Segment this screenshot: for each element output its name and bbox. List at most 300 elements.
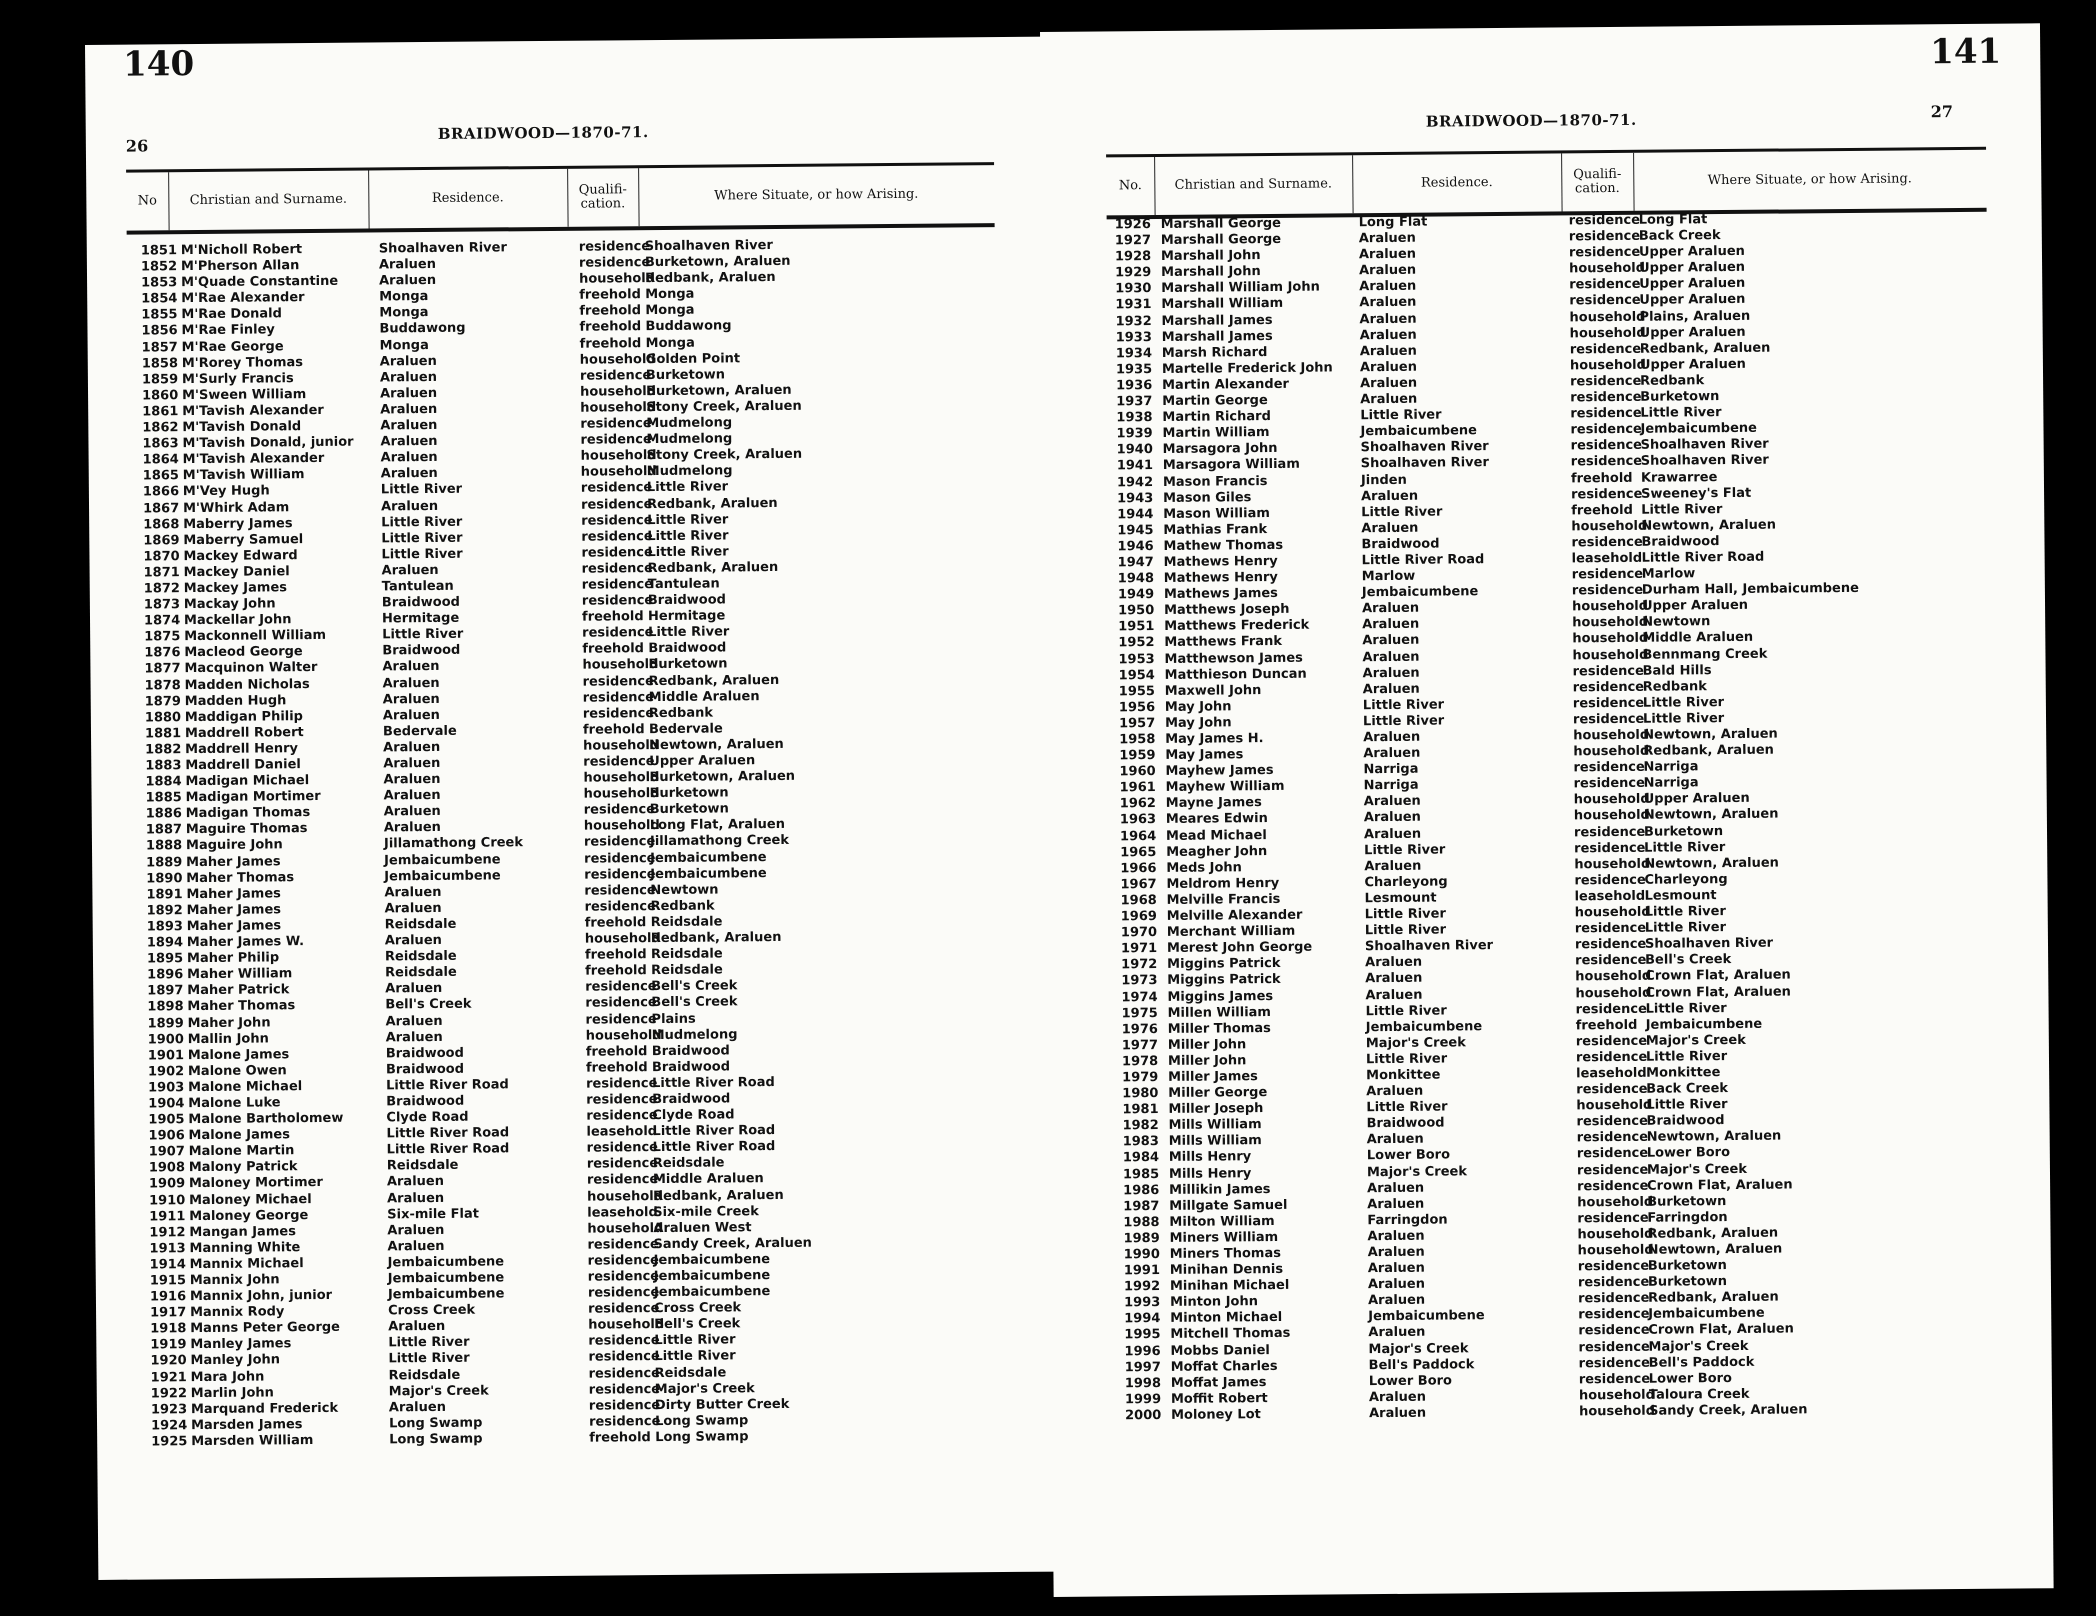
entry-number: 1918 <box>150 1321 187 1337</box>
entry-name: Maddigan Philip <box>184 708 304 725</box>
entry-residence: Little River <box>381 546 463 563</box>
entry-qualification: leasehold <box>1576 1065 1647 1082</box>
entry-qualification: residence <box>1577 1258 1650 1275</box>
entry-number: 1853 <box>141 275 178 291</box>
entry-number: 1953 <box>1118 651 1155 667</box>
entry-name: Melville Alexander <box>1166 907 1303 924</box>
entry-number: 1872 <box>143 581 181 597</box>
entry-name: Mallin John <box>187 1031 269 1047</box>
entry-residence: Araluen <box>379 273 437 289</box>
entry-residence: Jembaicumbene <box>1368 1308 1485 1325</box>
entry-residence: Araluen <box>379 369 438 386</box>
entry-name: Miller Thomas <box>1167 1020 1271 1037</box>
entry-qualification: residence <box>588 1413 661 1430</box>
entry-situation: Tantulean <box>647 576 720 593</box>
entry-qualification: residence <box>1572 695 1645 712</box>
entry-qualification: household <box>583 786 660 802</box>
entry-qualification: residence <box>1570 454 1643 470</box>
entry-name: Maddrell Daniel <box>185 757 301 774</box>
entry-residence: Araluen <box>1363 810 1421 826</box>
entry-qualification: household <box>1569 261 1646 277</box>
entry-name: Marshall George <box>1160 215 1282 232</box>
entry-name: Madden Hugh <box>184 692 287 709</box>
entry-situation: Krawarree <box>1640 469 1718 486</box>
entry-number: 1865 <box>142 468 180 484</box>
entry-residence: Araluen <box>1359 343 1417 359</box>
entry-qualification: household <box>1575 969 1652 985</box>
entry-situation: Burketown <box>649 785 729 802</box>
entry-name: Marshall James <box>1161 328 1273 345</box>
entry-situation: Taloura Creek <box>1648 1386 1750 1403</box>
entry-qualification: freehold <box>1575 1017 1638 1034</box>
entry-name: Madigan Michael <box>185 773 310 790</box>
entry-name: Merest John George <box>1166 939 1313 957</box>
entry-number: 1910 <box>149 1192 186 1209</box>
entry-number: 1908 <box>148 1160 186 1176</box>
entry-situation: Sandy Creek, Araluen <box>1648 1402 1808 1419</box>
entry-qualification: residence <box>581 544 653 561</box>
entry-name: Mackay John <box>183 596 276 613</box>
entry-qualification: residence <box>585 1011 657 1028</box>
entry-residence: Little River <box>1364 922 1447 939</box>
entry-situation: Sandy Creek, Araluen <box>653 1235 812 1252</box>
entry-number: 1938 <box>1116 410 1153 426</box>
entry-name: Marlin John <box>190 1385 274 1401</box>
entry-residence: Narriga <box>1363 761 1419 778</box>
entry-situation: Reidsdale <box>654 1365 727 1381</box>
entry-name: Millen William <box>1167 1004 1272 1021</box>
entry-number: 1999 <box>1124 1391 1162 1408</box>
entry-qualification: freehold <box>589 1430 651 1446</box>
entry-situation: Long Swamp <box>655 1429 749 1446</box>
entry-qualification: household <box>587 1220 664 1237</box>
entry-name: M'Tavish Donald <box>182 419 302 436</box>
entry-name: Miners Thomas <box>1169 1245 1281 1262</box>
column-header-name: Christian and Surname. <box>168 171 369 231</box>
entry-number: 1943 <box>1117 490 1154 506</box>
entry-residence: Cross Creek <box>387 1302 476 1319</box>
entry-situation: Stony Creek, Araluen <box>646 398 802 416</box>
entry-residence: Little River <box>382 626 464 643</box>
entry-name: Manley James <box>190 1336 292 1353</box>
entry-situation: Plains, Araluen <box>1639 308 1751 325</box>
entry-number: 1990 <box>1123 1247 1160 1263</box>
entry-name: Matthews Joseph <box>1163 602 1290 619</box>
entry-qualification: residence <box>581 512 653 529</box>
entry-number: 1970 <box>1120 925 1158 941</box>
entry-qualification: household <box>587 1188 664 1205</box>
entry-situation: Jembaicumbene <box>650 849 767 866</box>
entry-qualification: residence <box>587 1269 660 1285</box>
entry-name: Mackey Daniel <box>183 564 290 581</box>
entry-situation: Upper Araluen <box>1638 244 1745 260</box>
entry-number: 1955 <box>1118 683 1156 700</box>
entry-residence: Araluen <box>1359 279 1417 295</box>
entry-number: 1988 <box>1123 1214 1160 1231</box>
entry-qualification: household <box>579 383 657 400</box>
entry-number: 1864 <box>142 452 179 468</box>
entry-qualification: freehold <box>584 947 647 963</box>
column-header-no: No. <box>1106 157 1156 215</box>
entry-situation: Upper Araluen <box>1639 292 1746 309</box>
entry-residence: Araluen <box>380 417 438 434</box>
entry-situation: Jillamathong Creek <box>649 833 790 850</box>
entry-number: 1998 <box>1124 1375 1162 1392</box>
entry-name: Mobbs Daniel <box>1170 1342 1270 1359</box>
entry-residence: Little River Road <box>386 1125 510 1142</box>
entry-name: Manning White <box>189 1239 301 1256</box>
entry-qualification: residence <box>582 705 655 722</box>
entry-residence: Araluen <box>1363 826 1422 842</box>
entry-name: Miller James <box>1168 1069 1258 1085</box>
entry-qualification: residence <box>1577 1178 1649 1194</box>
entry-situation: Plains <box>651 1011 696 1027</box>
handwritten-page-number: 140 <box>122 44 195 85</box>
entry-residence: Jinden <box>1360 472 1407 488</box>
column-header-name: Christian and Surname. <box>1154 155 1353 215</box>
entry-number: 1884 <box>145 774 182 790</box>
entry-situation: Monga <box>645 286 695 303</box>
entry-residence: Araluen <box>1367 1244 1425 1261</box>
entry-number: 1936 <box>1116 377 1153 394</box>
entry-number: 1960 <box>1119 764 1156 780</box>
entry-name: Meares Edwin <box>1165 811 1268 828</box>
entry-situation: Crown Flat, Araluen <box>1648 1321 1794 1339</box>
entry-situation: Redbank, Araluen <box>1639 340 1771 357</box>
entry-residence: Clyde Road <box>386 1109 469 1126</box>
entry-residence: Charleyong <box>1364 874 1448 891</box>
entry-qualification: household <box>1578 1387 1655 1404</box>
entry-qualification: residence <box>584 866 656 883</box>
entry-number: 1977 <box>1121 1037 1159 1054</box>
entry-residence: Araluen <box>1359 327 1417 343</box>
entry-situation: Burketown <box>1643 823 1724 840</box>
entry-qualification: residence <box>1574 840 1646 857</box>
register-table <box>1106 147 1987 1424</box>
entry-number: 1919 <box>150 1337 187 1353</box>
entry-name: Maguire John <box>185 837 283 854</box>
entry-residence: Buddawong <box>379 321 466 337</box>
entry-residence: Hermitage <box>381 610 460 627</box>
entry-residence: Araluen <box>1362 633 1420 649</box>
entry-qualification: freehold <box>582 721 645 738</box>
entry-residence: Araluen <box>379 385 438 402</box>
entry-situation: Jembaicumbene <box>653 1268 771 1285</box>
entry-qualification: household <box>1573 743 1650 760</box>
entry-residence: Little River <box>381 514 463 531</box>
entry-name: M'Rorey Thomas <box>181 354 304 371</box>
entry-qualification: freehold <box>1570 470 1633 486</box>
entry-qualification: residence <box>579 367 652 384</box>
entry-qualification: residence <box>1570 405 1642 422</box>
entry-residence: Little River <box>1364 906 1446 923</box>
entry-qualification: freehold <box>579 319 642 336</box>
entry-name: Maher James <box>186 918 282 935</box>
entry-situation: Upper Araluen <box>1639 356 1746 373</box>
entry-name: M'Rae Alexander <box>181 290 305 307</box>
handwritten-page-number: 141 <box>1930 31 2002 73</box>
entry-number: 1921 <box>150 1369 187 1386</box>
entry-qualification: household <box>1573 792 1650 808</box>
entry-name: Maher James <box>186 902 282 918</box>
entry-number: 1893 <box>146 919 183 935</box>
entry-residence: Araluen <box>385 1029 443 1046</box>
entry-number: 1903 <box>148 1080 185 1096</box>
entry-number: 1867 <box>142 500 180 517</box>
entry-number: 1906 <box>148 1128 185 1144</box>
entry-residence: Braidwood <box>385 1045 464 1062</box>
entry-situation: Redbank, Araluen <box>644 270 776 287</box>
entry-qualification: freehold <box>579 303 642 320</box>
entry-qualification: residence <box>1576 1113 1648 1130</box>
entry-number: 1962 <box>1119 796 1156 812</box>
entry-name: Moffat James <box>1170 1374 1267 1391</box>
entry-situation: Clyde Road <box>652 1107 735 1124</box>
entry-number: 1909 <box>148 1176 186 1192</box>
entry-number: 1992 <box>1123 1279 1161 1295</box>
entry-name: Miggins Patrick <box>1167 972 1281 989</box>
entry-situation: Braidwood <box>1646 1113 1725 1129</box>
entry-qualification: residence <box>1578 1307 1650 1323</box>
entry-situation: Cross Creek <box>653 1300 742 1317</box>
entry-residence: Little River <box>1364 842 1446 858</box>
entry-name: M'Tavish William <box>182 467 305 484</box>
entry-qualification: residence <box>583 754 655 770</box>
entry-qualification: residence <box>1575 953 1647 969</box>
entry-situation: Little River <box>1640 405 1722 421</box>
entry-number: 1856 <box>141 323 178 339</box>
entry-residence: Araluen <box>383 820 441 836</box>
entry-number: 1935 <box>1115 361 1153 378</box>
entry-qualification: household <box>1578 1403 1656 1420</box>
entry-number: 1968 <box>1120 892 1157 909</box>
entry-name: Matthews Frank <box>1164 634 1283 651</box>
entry-name: Miggins James <box>1167 988 1274 1005</box>
entry-situation: Burketown <box>1647 1258 1727 1274</box>
entry-name: Miggins Patrick <box>1167 956 1281 973</box>
entry-name: Maloney Mortimer <box>188 1175 323 1192</box>
entry-name: Millikin James <box>1169 1181 1271 1198</box>
column-header-residence: Residence. <box>1352 153 1562 213</box>
entry-residence: Braidwood <box>381 594 460 611</box>
entry-residence: Little River Road <box>386 1077 509 1094</box>
entry-name: M'Nicholl Robert <box>180 242 303 259</box>
entry-number: 1978 <box>1121 1053 1159 1070</box>
entry-number: 1907 <box>148 1144 185 1160</box>
entry-qualification: household <box>583 770 660 786</box>
entry-name: Mackey Edward <box>183 547 298 564</box>
entry-name: Mills Henry <box>1168 1165 1252 1182</box>
entry-qualification: residence <box>1578 1339 1650 1355</box>
entry-number: 1911 <box>149 1208 186 1225</box>
entry-name: M'Rae Donald <box>181 306 282 323</box>
entry-name: Maxwell John <box>1164 682 1262 699</box>
entry-qualification: freehold <box>1571 502 1633 519</box>
entry-number: 1967 <box>1120 876 1157 893</box>
entry-situation: Buddawong <box>645 318 732 335</box>
entry-name: Marsagora John <box>1162 441 1278 458</box>
entry-number: 1900 <box>147 1031 184 1048</box>
entry-qualification: residence <box>588 1381 661 1398</box>
entry-situation: Long Flat, Araluen <box>649 817 786 834</box>
entry-qualification: residence <box>1574 920 1647 937</box>
entry-qualification: residence <box>587 1236 659 1253</box>
entry-name: Martin Richard <box>1162 409 1271 426</box>
entry-situation: Sweeney's Flat <box>1640 485 1752 502</box>
entry-number: 1881 <box>144 725 182 742</box>
entry-residence: Araluen <box>380 434 438 450</box>
entry-residence: Araluen <box>386 1174 445 1190</box>
entry-situation: Bedervale <box>648 721 723 737</box>
entry-name: Miller Joseph <box>1168 1101 1264 1118</box>
entry-situation: Mudmelong <box>651 1026 738 1043</box>
entry-name: Mayhew William <box>1165 779 1285 796</box>
entry-qualification: residence <box>1569 293 1641 309</box>
entry-name: Maher Patrick <box>187 982 290 999</box>
entry-residence: Araluen <box>385 981 443 997</box>
entry-number: 1915 <box>149 1273 187 1289</box>
entry-name: Madigan Mortimer <box>185 789 321 806</box>
entry-name: M'Quade Constantine <box>181 273 339 291</box>
entry-residence: Araluen <box>388 1319 446 1335</box>
entry-name: M'Vey Hugh <box>182 483 270 500</box>
entry-situation: Newtown <box>650 882 719 898</box>
entry-residence: Araluen <box>383 772 441 788</box>
entry-name: May John <box>1164 715 1232 731</box>
entry-number: 1941 <box>1116 458 1154 474</box>
entry-qualification: residence <box>1571 582 1644 599</box>
entry-residence: Braidwood <box>386 1093 465 1110</box>
entry-name: M'Sween William <box>181 386 307 404</box>
entry-situation: Upper Araluen <box>1639 260 1746 277</box>
entry-number: 1859 <box>141 371 179 388</box>
entry-number: 1987 <box>1123 1198 1160 1215</box>
entry-situation: Little River <box>1642 694 1725 711</box>
entry-number: 1905 <box>148 1112 185 1128</box>
entry-situation: Upper Araluen <box>1639 324 1746 341</box>
entry-situation: Bell's Creek <box>654 1316 741 1333</box>
entry-number: 1963 <box>1119 812 1157 828</box>
entry-qualification: residence <box>582 673 654 690</box>
entry-situation: Jembaicumbene <box>650 865 767 882</box>
entry-qualification: freehold <box>585 1059 648 1076</box>
entry-qualification: residence <box>1576 1162 1649 1178</box>
entry-qualification: residence <box>586 1092 658 1108</box>
entry-number: 1951 <box>1118 619 1155 635</box>
entry-situation: Long Swamp <box>654 1413 749 1429</box>
entry-situation: Little River <box>1644 920 1727 936</box>
entry-number: 1994 <box>1124 1311 1161 1327</box>
entry-name: Mannix Rody <box>190 1304 285 1321</box>
entry-name: Maloney Michael <box>189 1191 312 1208</box>
entry-situation: Little River Road <box>1641 549 1765 566</box>
entry-residence: Jembaicumbene <box>387 1254 505 1271</box>
entry-qualification: residence <box>582 625 654 641</box>
entry-number: 1887 <box>145 822 183 838</box>
entry-number: 1996 <box>1124 1343 1161 1359</box>
entry-residence: Araluen <box>1359 311 1417 327</box>
entry-number: 1886 <box>145 806 182 822</box>
entry-qualification: residence <box>1571 534 1643 551</box>
entry-name: Manley John <box>190 1352 281 1369</box>
entry-qualification: freehold <box>579 335 642 352</box>
entry-name: Martin Alexander <box>1162 376 1290 393</box>
entry-qualification: residence <box>588 1333 660 1350</box>
entry-residence: Araluen <box>382 659 440 675</box>
entry-situation: Little River <box>1641 501 1723 518</box>
entry-situation: Redbank, Araluen <box>647 559 779 576</box>
entry-number: 1964 <box>1119 828 1157 844</box>
entry-situation: Monga <box>645 335 695 351</box>
entry-situation: Redbank, Araluen <box>648 672 780 689</box>
entry-situation: Upper Araluen <box>1643 791 1750 808</box>
entry-name: M'Whirk Adam <box>182 499 290 516</box>
entry-number: 1979 <box>1122 1069 1159 1086</box>
entry-residence: Little River <box>388 1335 470 1351</box>
entry-qualification: residence <box>588 1397 661 1414</box>
entry-situation: Jembaicumbene <box>653 1251 771 1268</box>
entry-situation: Golden Point <box>645 350 741 367</box>
entry-number: 1928 <box>1114 249 1152 265</box>
entry-name: Martin George <box>1162 393 1268 409</box>
entry-name: Mason William <box>1163 505 1270 522</box>
entry-situation: Braidwood <box>647 592 726 609</box>
entry-number: 1930 <box>1115 281 1152 297</box>
entry-name: Marsden James <box>190 1416 303 1433</box>
entry-situation: Newtown, Araluen <box>1644 855 1779 872</box>
entry-name: Meds John <box>1166 860 1242 876</box>
entry-qualification: household <box>1569 309 1646 325</box>
entry-qualification: residence <box>584 898 656 915</box>
entry-situation: Little River <box>654 1348 736 1365</box>
entry-qualification: leasehold <box>587 1204 658 1221</box>
entry-number: 1958 <box>1119 732 1156 748</box>
entry-situation: Little River <box>654 1332 736 1349</box>
entry-residence: Araluen <box>388 1399 446 1416</box>
entry-situation: Marlow <box>1641 566 1696 582</box>
entry-name: Martin William <box>1162 425 1270 442</box>
entry-name: Mills William <box>1168 1117 1262 1134</box>
entry-residence: Long Swamp <box>389 1431 483 1448</box>
entry-residence: Araluen <box>1365 987 1423 1003</box>
entry-residence: Braidwood <box>1366 1115 1445 1132</box>
entry-qualification: household <box>1572 631 1649 647</box>
entry-qualification: household <box>1572 647 1649 663</box>
entry-number: 1982 <box>1122 1118 1159 1134</box>
entry-number: 1898 <box>147 999 184 1015</box>
entry-qualification: household <box>582 657 659 674</box>
entry-situation: Newtown, Araluen <box>1641 517 1777 534</box>
entry-residence: Araluen <box>384 932 442 949</box>
entry-name: Malone Luke <box>188 1095 281 1112</box>
entry-number: 1891 <box>146 886 183 903</box>
entry-name: Maher James <box>186 853 281 870</box>
entry-number: 1914 <box>149 1257 186 1273</box>
entry-situation: Middle Araluen <box>652 1171 764 1188</box>
entry-number: 1896 <box>147 967 184 983</box>
entry-qualification: household <box>1573 808 1650 824</box>
entry-residence: Farringdon <box>1367 1212 1448 1229</box>
entry-situation: Bell's Creek <box>651 978 738 995</box>
register-table <box>126 162 995 1450</box>
entry-qualification: residence <box>578 255 651 271</box>
entry-number: 1957 <box>1118 715 1156 732</box>
page-number: 26 <box>125 136 149 156</box>
entry-name: Miller John <box>1167 1053 1247 1069</box>
entry-name: Malone James <box>187 1046 290 1063</box>
entry-qualification: residence <box>581 560 653 577</box>
entry-qualification: residence <box>1568 228 1641 245</box>
